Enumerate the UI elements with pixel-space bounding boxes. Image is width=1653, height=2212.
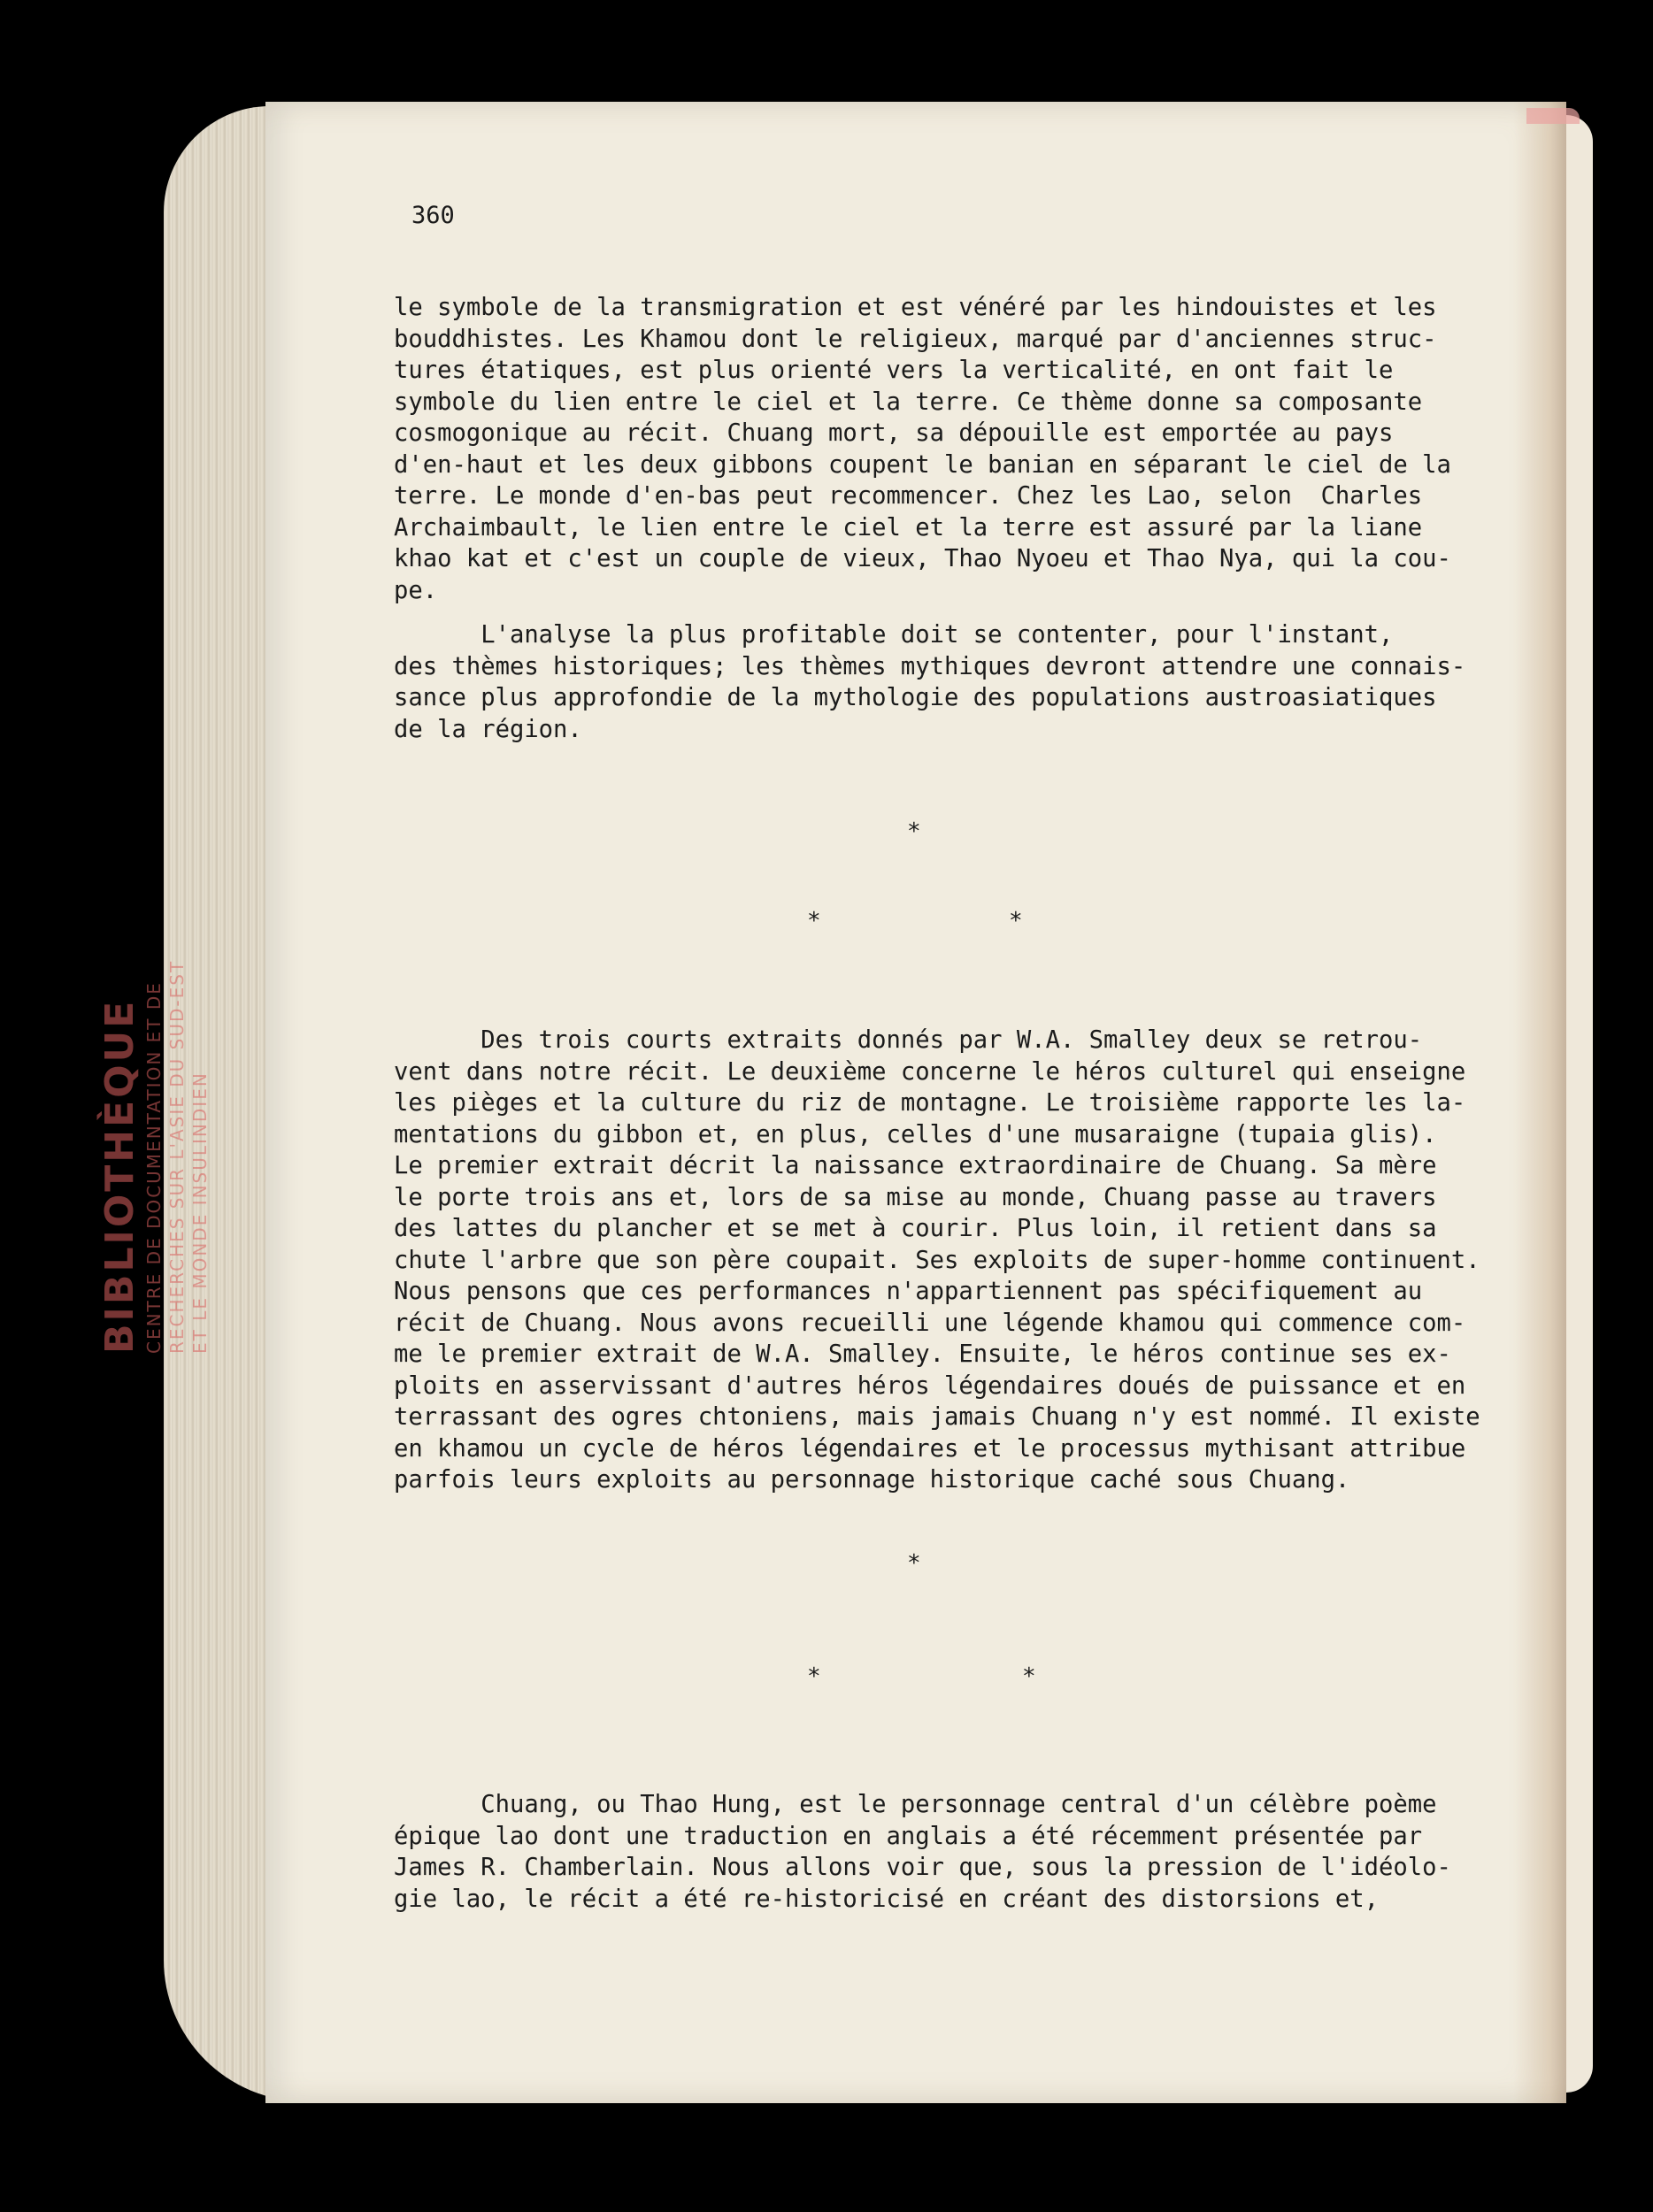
paragraph-smalley: Des trois courts extraits donnés par W.A. Smalley deux se retrou- vent dans notre récit. Le deuxième concerne le héros culturel qui enseigne les pièges et la culture du riz de montagne. Le troisième rapporte les la- mentations du gibbon et, en plus, celles d'une musaraigne (tupaia glis). Le premier extrait décrit la naissance extraordinaire de Chuang. Sa mère le porte trois ans et, lors de sa mise au monde, Chuang passe au travers des lattes du plancher et se met à courir. Plus loin, il retient dans sa chute l'arbre que son père coupait. Ses exploits de super-homme continuent. Nous pensons que ces performances n'appartiennent pas spécifiquement au récit de Chuang. Nous avons recueilli une légende khamou qui commence com- me le premier extrait de W.A. Smalley. Ensuite, le héros continue ses ex- ploits en asservissant d'autres héros légendaires doués de puissance et en terrassant des ogres chtoniens, mais jamais Chuang n'y est nommé. Il existe en khamou un cycle de héros légendaires et le processus mythisant attribue parfois leurs exploits au personnage historique caché sous Chuang. [394,1026,1480,1494]
asterism-top-2: * [807,908,821,934]
page-tab [1526,108,1580,124]
stamp-line-2: RECHERCHES SUR L'ASIE DU SUD-EST [166,959,188,1354]
paragraph-chuang: Chuang, ou Thao Hung, est le personnage central d'un célèbre poème épique lao dont une traduction en anglais a été récemment présentée par James R. Chamberlain. Nous allons voir que, sous la pression de l'idéolo- gie lao, le récit a été re-historicisé en créant des distorsions et, [394,1791,1451,1913]
paragraph-analyse: L'analyse la plus profitable doit se contenter, pour l'instant, des thèmes historiques; les thèmes mythiques devront attendre une connais- sance plus approfondie de la mythologie des populations austroasiatiques de la région. [394,621,1466,743]
asterism-bottom-2: * [807,1663,821,1690]
paragraph-transmigration: le symbole de la transmigration et est vénéré par les hindouistes et les bouddhistes. Les Khamou dont le religieux, marqué par d'anciennes struc- tures étatiques, est plus orienté vers la verticalité, en ont fait le symbole du lien entre le ciel et la terre. Ce thème donne sa composante cosmogonique au récit. Chuang mort, sa dépouille est emportée au pays d'en-haut et les deux gibbons coupent le banian en séparant le ciel de la terre. Le monde d'en-bas peut recommencer. Chez les Lao, selon Charles Archaimbault, le lien entre le ciel et la terre est assuré par la liane khao kat et c'est un couple de vieux, Thao Nyoeu et Thao Nya, qui la cou- pe. [394,294,1451,604]
asterism-top-3: * [1009,908,1023,934]
stamp-line-1: CENTRE DE DOCUMENTATION ET DE [143,981,165,1354]
page-number: 360 [411,202,455,229]
page-curve-shadow [1513,102,1566,2103]
stamp-title: BIBLIOTHÈQUE [97,998,142,1354]
asterism-bottom-3: * [1022,1663,1036,1690]
library-stamp [97,960,211,1354]
asterism-top-1: * [907,818,921,845]
asterism-bottom-1: * [907,1550,921,1577]
stamp-line-3: ET LE MONDE INSULINDIEN [189,1071,211,1354]
